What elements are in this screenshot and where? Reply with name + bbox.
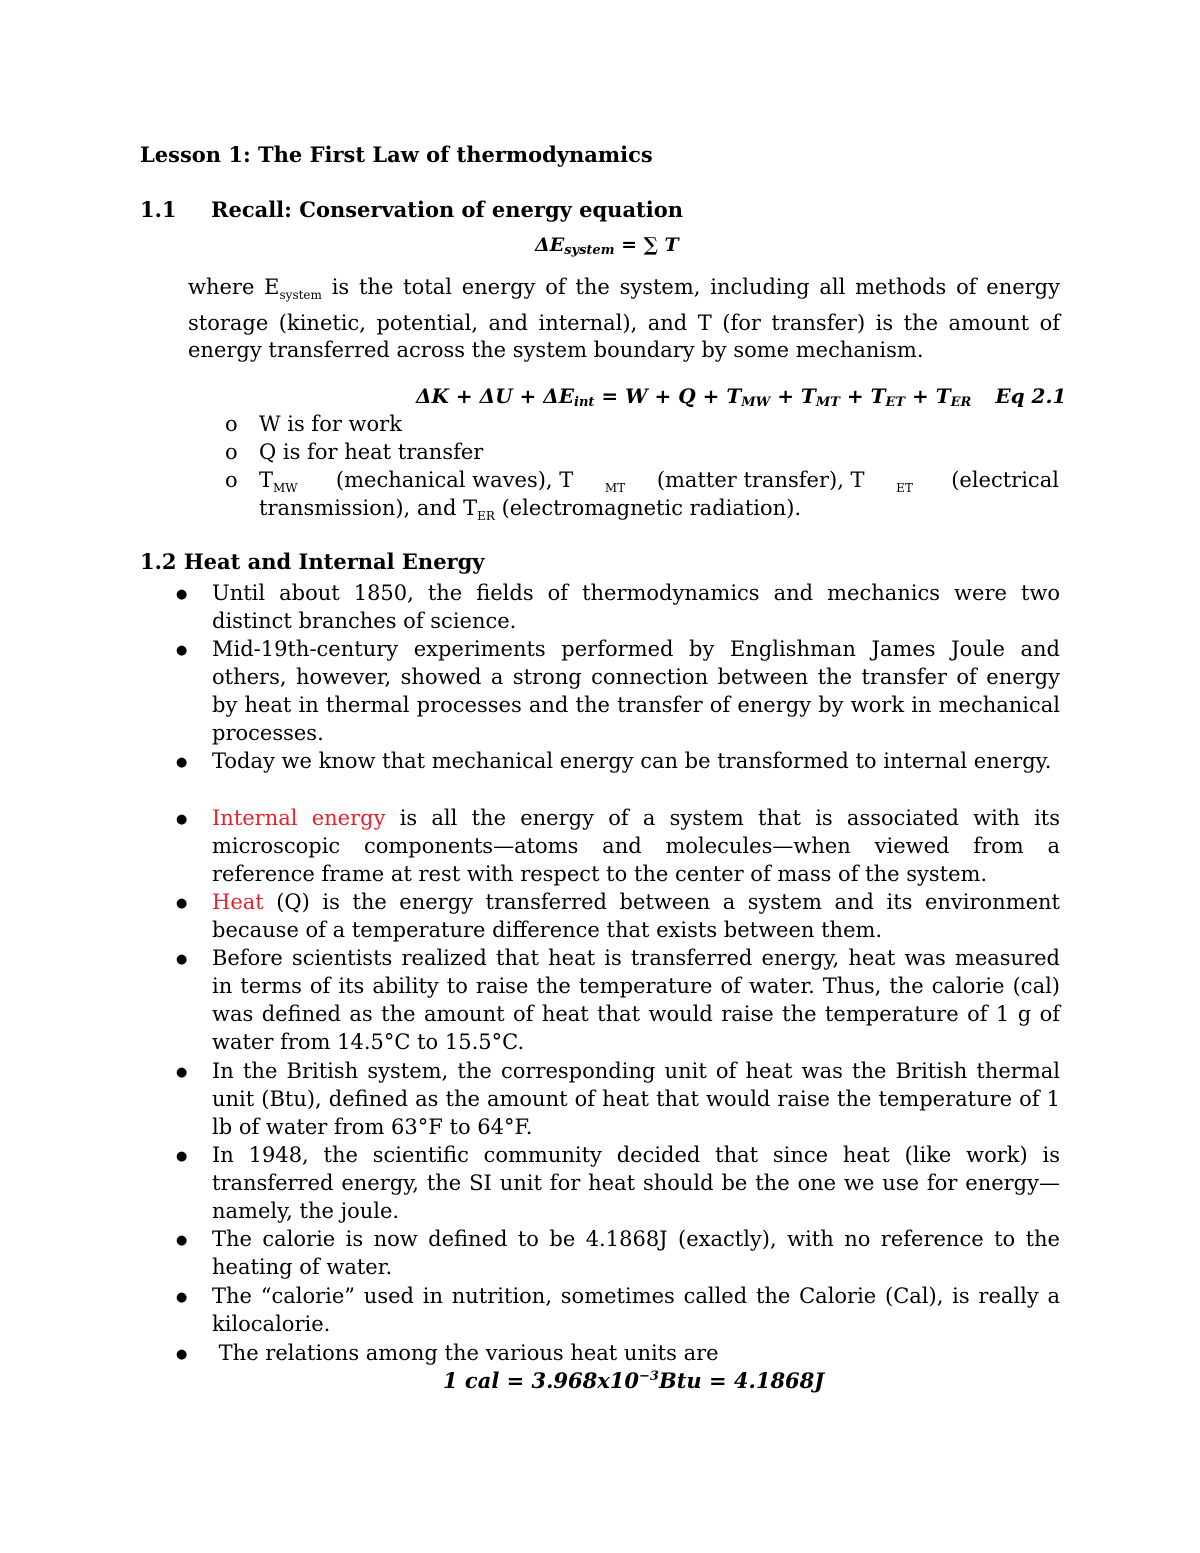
bullet-marker: ● xyxy=(176,643,188,658)
bullet-nutrition-calorie: The “calorie” used in nutrition, sometimes called the Calorie (Cal), is really a kilocalorie. xyxy=(212,1284,1060,1336)
section-heading-text: Recall: Conservation of energy equation xyxy=(211,197,684,222)
bullet-heat-definition: Heat (Q) is the energy transferred between a system and its environment because of a temperature difference that exists between them. xyxy=(212,890,1060,942)
bullet-mechanical-energy: Today we know that mechanical energy can be transformed to internal energy. xyxy=(212,749,1052,773)
bullet-transfer-types-line2: transmission), and $T_{ER}$ (electromagnetic radiation). xyxy=(259,496,802,524)
bullet-marker: o xyxy=(225,440,238,464)
bullet-marker: ● xyxy=(176,1347,188,1362)
bullet-marker: o xyxy=(225,468,238,492)
bullet-work: W is for work xyxy=(259,412,402,436)
section-number: 1.1 xyxy=(140,197,177,222)
first-law-equation: $\Delta K + \Delta U + \Delta E_{int} = W + Q + T_{MW} + T_{MT} + T_{ET} + T_{ER}$ Eq 2.1 xyxy=(416,384,1067,410)
bullet-marker: ● xyxy=(176,1065,188,1080)
bullet-calorie-history: Before scientists realized that heat is transferred energy, heat was measured in terms of its ability to raise the temperature of water. Thus, the calorie (cal) was defined as the amount of heat that would raise the temperature of 1 g of water from 14.5°C to 15.5°C. xyxy=(212,946,1060,1054)
bullet-internal-energy: Internal energy is all the energy of a system that is associated with its microscopic components—atoms and molecules—when viewed from a reference frame at rest with respect to the center of mass of the system. xyxy=(212,806,1061,886)
bullet-marker: ● xyxy=(176,1233,188,1248)
bullet-marker: ● xyxy=(176,1149,188,1164)
bullet-unit-relations: The relations among the various heat units are xyxy=(212,1341,719,1365)
bullet-marker: ● xyxy=(176,812,188,827)
term-heat: Heat xyxy=(212,890,264,914)
bullet-transfer-types-line1: $T_{MW}$ (mechanical waves), T $_{MT}$ (matter transfer), T $_{ET}$ (electrical xyxy=(259,468,1059,496)
equation-label: Eq 2.1 xyxy=(995,384,1067,408)
term-internal-energy: Internal energy xyxy=(212,806,386,830)
bullet-joule-experiments: Mid-19th-century experiments performed by Englishman James Joule and others, however, showed a strong connection between the transfer of energy by heat in thermal processes and the transfer of energy by work in mechanical processes. xyxy=(212,637,1060,745)
bullet-marker: ● xyxy=(176,952,188,967)
bullet-history: Until about 1850, the fields of thermodynamics and mechanics were two distinct branches of science. xyxy=(212,581,1060,633)
energy-conservation-equation: $\Delta E_{system}$ = ∑ T xyxy=(535,234,679,258)
bullet-marker: ● xyxy=(176,896,188,911)
section-1-2-heading: 1.2 Heat and Internal Energy xyxy=(140,549,485,574)
bullet-joule-si-unit: In 1948, the scientific community decided that since heat (like work) is transferred energy, the SI unit for heat should be the one we use for energy— namely, the joule. xyxy=(212,1143,1060,1223)
section-1-1-heading xyxy=(140,197,683,222)
bullet-marker: ● xyxy=(176,1290,188,1305)
bullet-btu: In the British system, the corresponding unit of heat was the British thermal unit (Btu), defined as the amount of heat that would raise the temperature of 1 lb of water from 63°F to 64°F. xyxy=(212,1059,1060,1139)
bullet-marker: ● xyxy=(176,587,188,602)
lesson-title: Lesson 1: The First Law of thermodynamics xyxy=(140,142,653,167)
heat-unit-equation: 1 cal = $3.968x10^{-3}Btu = 4.1868J$ xyxy=(443,1368,825,1393)
bullet-calorie-definition: The calorie is now defined to be 4.1868J (exactly), with no reference to the heating of water. xyxy=(212,1227,1060,1279)
bullet-marker: o xyxy=(225,412,238,436)
bullet-marker: ● xyxy=(176,755,188,770)
bullet-heat-transfer: Q is for heat transfer xyxy=(259,440,484,464)
where-paragraph: where $E_{system}$ is the total energy of the system, including all methods of energy storage (kinetic, potential, and internal), and T (for transfer) is the amount of energy transferred across the system boundary by some mechanism. xyxy=(188,275,1060,363)
